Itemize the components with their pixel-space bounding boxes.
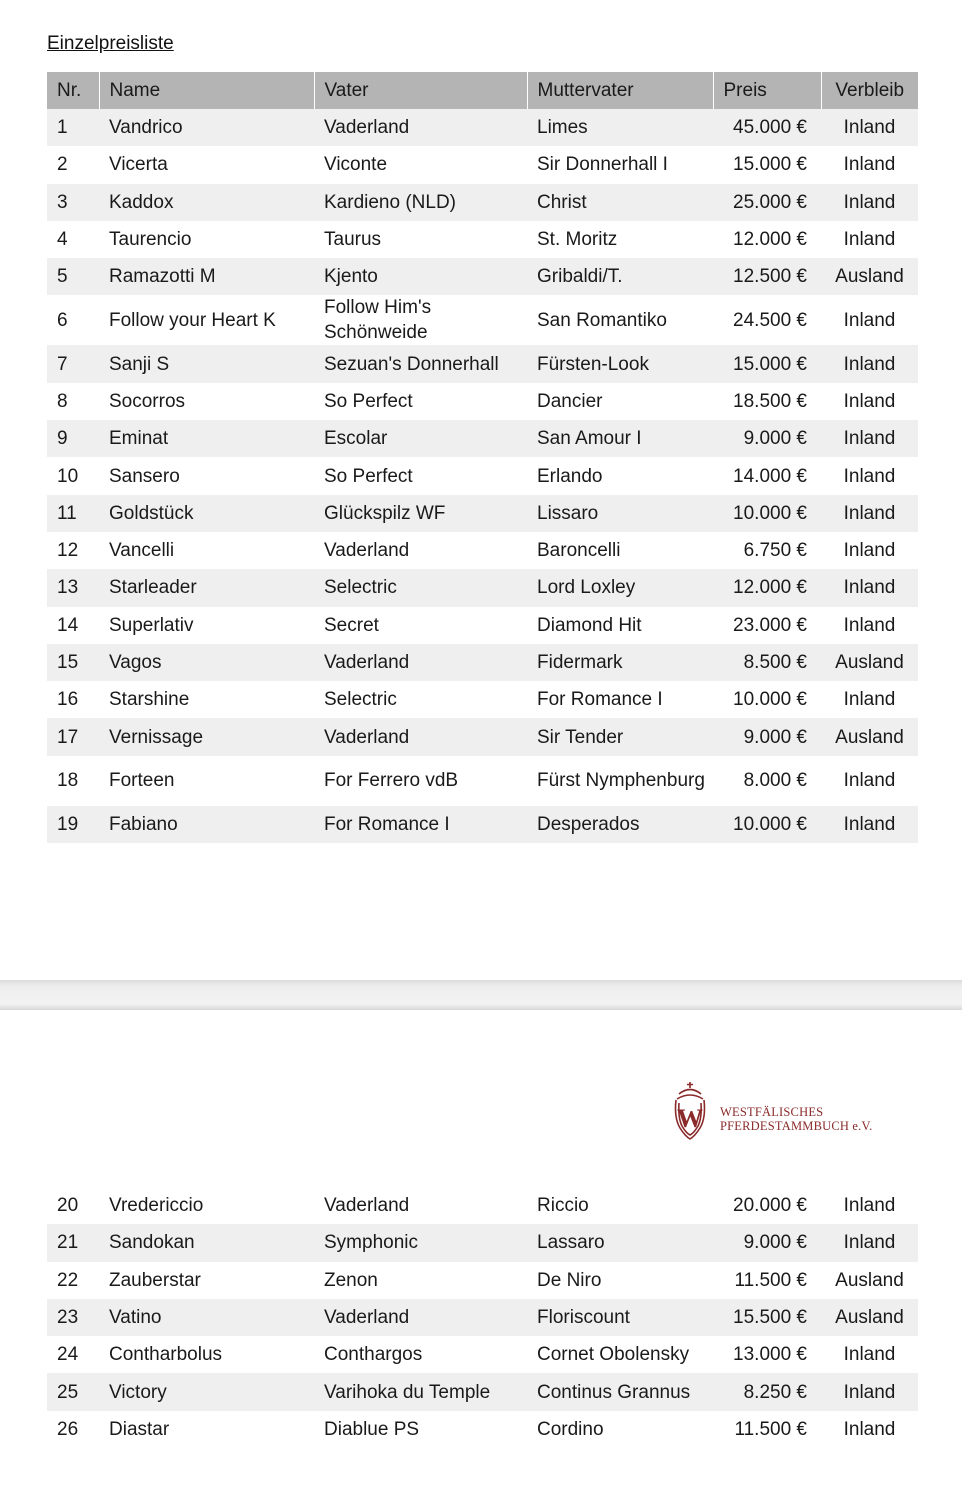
cell-verbleib: Inland: [843, 229, 896, 251]
cell-preis: 8.250 €: [713, 1373, 821, 1410]
cell-vater: So Perfect: [324, 465, 413, 487]
cell-verbleib: Inland: [821, 806, 918, 843]
cell-vater: Vaderland: [314, 109, 527, 146]
cell-preis: 12.000 €: [733, 229, 807, 251]
header-vater: Vater: [314, 72, 527, 109]
page-break: [0, 980, 962, 1010]
cell-name: Fabiano: [99, 806, 314, 843]
cell-verbleib: Inland: [821, 184, 918, 221]
cell-nr: 26: [47, 1411, 99, 1448]
cell-preis: 9.000 €: [713, 1224, 821, 1261]
cell-verbleib: Inland: [843, 154, 896, 176]
cell-vater: Vaderland: [314, 1299, 527, 1336]
cell-muttervater: Riccio: [527, 1187, 713, 1224]
cell-name: Vancelli: [109, 540, 175, 562]
cell-name: Contharbolus: [99, 1336, 314, 1373]
cell-preis: 25.000 €: [713, 184, 821, 221]
cell-name: Forteen: [109, 770, 175, 792]
cell-verbleib: Inland: [843, 540, 896, 562]
cell-preis: 9.000 €: [713, 420, 821, 457]
cell-vater: Varihoka du Temple: [314, 1373, 527, 1410]
cell-vater: Selectric: [314, 569, 527, 606]
cell-muttervater: Cornet Obolensky: [527, 1336, 713, 1373]
cell-name: Victory: [99, 1373, 314, 1410]
cell-vater: Escolar: [314, 420, 527, 457]
table-row: [47, 718, 918, 755]
table-row: [47, 383, 918, 420]
cell-nr: 6: [57, 309, 68, 331]
cell-name: Diastar: [99, 1411, 314, 1448]
cell-verbleib: Inland: [821, 569, 918, 606]
cell-vater: Vaderland: [314, 718, 527, 755]
cell-muttervater: Fürsten-Look: [527, 345, 713, 382]
cell-nr: 11: [47, 495, 99, 532]
header-preis: Preis: [713, 72, 821, 109]
cell-preis: 6.750 €: [743, 540, 807, 562]
cell-vater: Kardieno (NLD): [314, 184, 527, 221]
cell-preis: 18.500 €: [733, 390, 807, 412]
logo-letter: W: [677, 1104, 703, 1133]
header-verbleib: Verbleib: [821, 72, 918, 109]
cell-muttervater: San Romantiko: [537, 309, 667, 331]
cell-name: Sansero: [109, 465, 180, 487]
logo-line-1: WESTFÄLISCHES: [720, 1105, 824, 1119]
cell-vater: Vaderland: [314, 644, 527, 681]
cell-muttervater: Fürst Nymphenburg: [537, 770, 705, 792]
cell-nr: 21: [47, 1224, 99, 1261]
cell-muttervater: Sir Tender: [527, 718, 713, 755]
cell-nr: 4: [57, 229, 68, 251]
table-row: [47, 1187, 918, 1224]
table-row: [47, 1411, 918, 1448]
cell-name: Vernissage: [99, 718, 314, 755]
cell-name: Starleader: [99, 569, 314, 606]
table-row: [47, 806, 918, 843]
cell-muttervater: Floriscount: [527, 1299, 713, 1336]
cell-muttervater: Baroncelli: [537, 540, 621, 562]
cell-nr: 22: [47, 1262, 99, 1299]
table-row: [47, 345, 918, 382]
cell-verbleib: Inland: [821, 420, 918, 457]
cell-preis: 10.000 €: [713, 806, 821, 843]
cell-vater: Viconte: [324, 154, 388, 176]
cell-muttervater: Lassaro: [527, 1224, 713, 1261]
cell-name: Superlativ: [109, 614, 194, 636]
cell-muttervater: For Romance I: [537, 689, 663, 711]
cell-muttervater: Gribaldi/T.: [527, 258, 713, 295]
table-row: [47, 1262, 918, 1299]
cell-verbleib: Inland: [821, 1224, 918, 1261]
table-row: [47, 495, 918, 532]
cell-nr: 12: [57, 540, 79, 562]
cell-nr: 13: [47, 569, 99, 606]
cell-verbleib: Inland: [821, 345, 918, 382]
cell-vater: Vaderland: [324, 540, 410, 562]
cell-verbleib: Inland: [821, 1336, 918, 1373]
cell-preis: 8.000 €: [743, 770, 807, 792]
cell-name: Goldstück: [99, 495, 314, 532]
table-row: [47, 420, 918, 457]
cell-nr: 5: [47, 258, 99, 295]
cell-preis: 23.000 €: [733, 614, 807, 636]
cell-name: Taurencio: [109, 229, 192, 251]
cell-name: Vatino: [99, 1299, 314, 1336]
cell-name: Vandrico: [99, 109, 314, 146]
table-row: [47, 532, 918, 569]
table-row: [47, 1373, 918, 1410]
table-row: [47, 1299, 918, 1336]
cell-muttervater: Sir Donnerhall I: [537, 154, 668, 176]
cell-muttervater: Lissaro: [527, 495, 713, 532]
cell-preis: 12.000 €: [713, 569, 821, 606]
table-row: [47, 756, 918, 806]
cell-vater: Symphonic: [314, 1224, 527, 1261]
logo-line-2: PFERDESTAMMBUCH e.V.: [720, 1119, 873, 1133]
cell-verbleib: Inland: [821, 1411, 918, 1448]
cell-verbleib: Ausland: [821, 1262, 918, 1299]
cell-verbleib: Inland: [821, 109, 918, 146]
cell-preis: 13.000 €: [713, 1336, 821, 1373]
table-row: [47, 258, 918, 295]
cell-preis: 15.500 €: [713, 1299, 821, 1336]
cell-nr: 24: [47, 1336, 99, 1373]
table-row: [47, 681, 918, 718]
cell-verbleib: Ausland: [821, 718, 918, 755]
cell-muttervater: Diamond Hit: [537, 614, 642, 636]
cell-vater: For Ferrero vdB: [324, 770, 459, 792]
cell-verbleib: Ausland: [821, 1299, 918, 1336]
table-row: [47, 221, 918, 258]
cell-name: Kaddox: [99, 184, 314, 221]
cell-nr: 3: [47, 184, 99, 221]
cell-vater: For Romance I: [314, 806, 527, 843]
cell-muttervater: Limes: [527, 109, 713, 146]
table-row: [47, 109, 918, 146]
cell-preis: 20.000 €: [713, 1187, 821, 1224]
cell-preis: 11.500 €: [713, 1411, 821, 1448]
cell-nr: 14: [57, 614, 79, 636]
cell-muttervater: Christ: [527, 184, 713, 221]
cell-name: Zauberstar: [99, 1262, 314, 1299]
cell-preis: 45.000 €: [713, 109, 821, 146]
cell-nr: 23: [47, 1299, 99, 1336]
cell-nr: 20: [47, 1187, 99, 1224]
cell-preis: 14.000 €: [733, 465, 807, 487]
price-table-page-2: [47, 1187, 918, 1448]
cell-name: Vagos: [99, 644, 314, 681]
cell-vater: So Perfect: [324, 390, 413, 412]
cell-muttervater: Erlando: [537, 465, 603, 487]
cell-name: Socorros: [109, 390, 186, 412]
cell-nr: 25: [47, 1373, 99, 1410]
table-row: [47, 295, 918, 345]
cell-nr: 15: [47, 644, 99, 681]
cell-preis: 10.000 €: [733, 689, 807, 711]
cell-name: Sanji S: [99, 345, 314, 382]
cell-nr: 7: [47, 345, 99, 382]
cell-nr: 1: [47, 109, 99, 146]
header-nr: Nr.: [47, 72, 99, 109]
cell-vater: Follow Him's Schönweide: [324, 297, 432, 344]
cell-name: Vredericcio: [99, 1187, 314, 1224]
cell-verbleib: Inland: [843, 309, 896, 331]
cell-verbleib: Inland: [843, 390, 896, 412]
cell-name: Ramazotti M: [99, 258, 314, 295]
cell-vater: Kjento: [314, 258, 527, 295]
table-row: [47, 146, 918, 183]
cell-nr: 17: [47, 718, 99, 755]
cell-muttervater: Fidermark: [527, 644, 713, 681]
cell-name: Starshine: [109, 689, 190, 711]
cell-muttervater: Dancier: [537, 390, 603, 412]
table-row: [47, 457, 918, 494]
cell-verbleib: Inland: [821, 495, 918, 532]
table-row: [47, 569, 918, 606]
cell-preis: 15.000 €: [713, 345, 821, 382]
cell-nr: 8: [57, 390, 68, 412]
header-muttervater: Muttervater: [527, 72, 713, 109]
cell-name: Vicerta: [109, 154, 168, 176]
cell-vater: Vaderland: [314, 1187, 527, 1224]
cell-verbleib: Inland: [843, 614, 896, 636]
cell-muttervater: Lord Loxley: [527, 569, 713, 606]
cell-verbleib: Inland: [821, 1187, 918, 1224]
crowned-w-crest-icon: [670, 1078, 720, 1142]
price-table-page-1: [47, 72, 918, 843]
cell-nr: 2: [57, 154, 68, 176]
cell-vater: Conthargos: [314, 1336, 527, 1373]
cell-nr: 18: [57, 770, 79, 792]
cell-preis: 10.000 €: [713, 495, 821, 532]
cell-preis: 15.000 €: [733, 154, 807, 176]
cell-preis: 24.500 €: [733, 309, 807, 331]
table-row: [47, 607, 918, 644]
table-row: [47, 184, 918, 221]
cell-nr: 10: [57, 465, 79, 487]
table-row: [47, 1336, 918, 1373]
cell-verbleib: Inland: [821, 1373, 918, 1410]
cell-preis: 12.500 €: [713, 258, 821, 295]
cell-muttervater: Cordino: [527, 1411, 713, 1448]
cell-verbleib: Inland: [843, 689, 896, 711]
logo-text: [720, 1105, 872, 1133]
logo: [670, 1078, 900, 1142]
cell-muttervater: Continus Grannus: [527, 1373, 713, 1410]
cell-vater: Glückspilz WF: [314, 495, 527, 532]
cell-muttervater: De Niro: [527, 1262, 713, 1299]
cell-name: Sandokan: [99, 1224, 314, 1261]
document-title: Einzelpreisliste: [47, 33, 174, 54]
cell-vater: Sezuan's Donnerhall: [314, 345, 527, 382]
cell-nr: 19: [47, 806, 99, 843]
cell-preis: 9.000 €: [713, 718, 821, 755]
cell-verbleib: Inland: [843, 770, 896, 792]
cell-preis: 8.500 €: [713, 644, 821, 681]
header-name: Name: [99, 72, 314, 109]
cell-preis: 11.500 €: [713, 1262, 821, 1299]
table-header-row: [47, 72, 918, 109]
cell-name: Eminat: [99, 420, 314, 457]
cell-nr: 16: [57, 689, 79, 711]
cell-verbleib: Ausland: [821, 644, 918, 681]
table-row: [47, 1224, 918, 1261]
cell-vater: Selectric: [324, 689, 397, 711]
cell-verbleib: Inland: [843, 465, 896, 487]
cell-name: Follow your Heart K: [109, 309, 276, 331]
cell-muttervater: St. Moritz: [537, 229, 618, 251]
cell-vater: Zenon: [314, 1262, 527, 1299]
cell-vater: Diablue PS: [314, 1411, 527, 1448]
cell-verbleib: Ausland: [821, 258, 918, 295]
cell-nr: 9: [47, 420, 99, 457]
cell-vater: Taurus: [324, 229, 382, 251]
cell-muttervater: San Amour I: [527, 420, 713, 457]
cell-muttervater: Desperados: [527, 806, 713, 843]
cell-vater: Secret: [324, 614, 379, 636]
table-row: [47, 644, 918, 681]
